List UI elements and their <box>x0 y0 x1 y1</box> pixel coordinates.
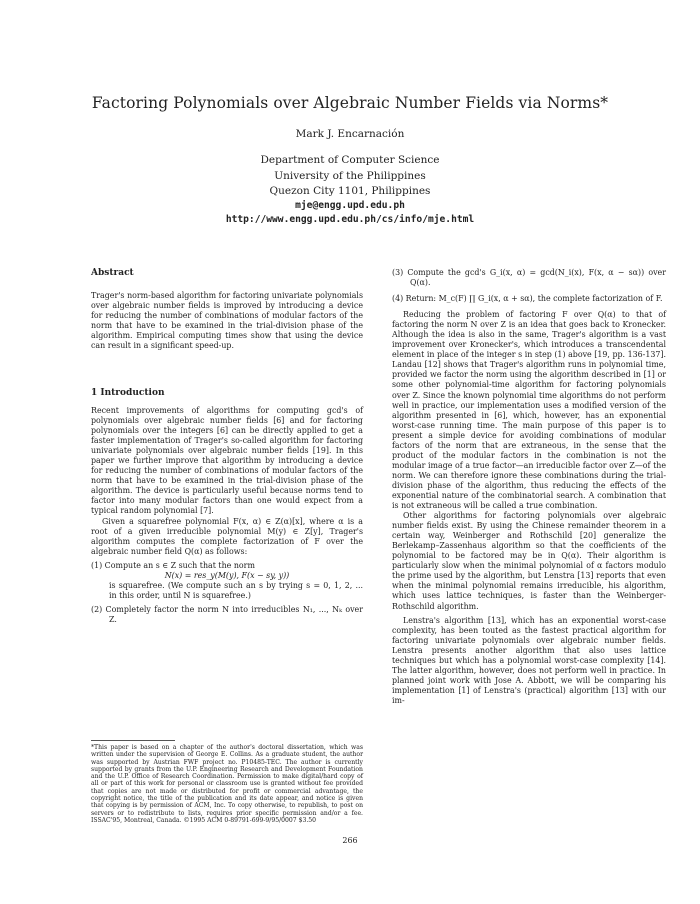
intro-paragraph-1: Recent improvements of algorithms for computing gcd's of polynomials over algebraic number fields [6] and for factoring polynomials over the integers [6] can be directly applied to get a faster implementation of Trager's so-called algorithm for factoring univariate polynomials over algebraic number fields [19]. In this paper we further improve that algorithm by introducing a device for reducing the number of combinations of modular factors of the norm that have to be examined in the trial-division phase of the algorithm. The device is particularly useful because norms tend to factor into many modular factors than one would expect from a typical random polynomial [7]. <box>91 406 363 516</box>
author-email: mje@engg.upd.edu.ph <box>295 200 405 211</box>
algorithm-step-1: (1) Compute an s ∈ Z such that the norm <box>91 560 255 570</box>
right-column <box>392 268 666 706</box>
algorithm-step-3: (3) Compute the gcd's G_i(x, α) = gcd(N_i(x), F(x, α − sα)) over Q(α). <box>392 268 666 288</box>
intro-section <box>91 388 363 398</box>
algorithm-step-4: (4) Return: M_c(F) ∏ G_i(x, α + sα), the complete factorization of F. <box>392 294 663 304</box>
affiliation-department: Department of Computer Science <box>260 154 440 166</box>
paper-title: Factoring Polynomials over Algebraic Number Fields via Norms* <box>91 94 609 112</box>
intro-heading: 1 Introduction <box>91 388 165 398</box>
abstract-section <box>91 268 363 278</box>
norm-equation: N(x) = res_y(M(y), F(x − sy, y)) <box>164 570 290 580</box>
footnote: *This paper is based on a chapter of the author's doctoral dissertation, which was written under the supervision of George E. Collins. As a graduate student, the author was supported by Austrian FWF project no. P10485-TEC. The author is currently supported by grants from the U.P. Engineering Research and Development Foundation and the U.P. Office of Research Coordination. Permission to make digital/hard copy of all or part of this work for personal or classroom use is granted without fee provided that copies are not made or distributed for profit or commercial advantage, the copyright notice, the title of the publication and its date appear, and notice is given that copying is by permission of ACM, Inc. To copy otherwise, to republish, to post on servers or to redistribute to lists, requires prior specific permission and/or a fee. ISSAC'95, Montreal, Canada. ©1995 ACM 0-89791-699-9/95/0007 $3.50 <box>91 744 363 824</box>
right-paragraph-1: Reducing the problem of factoring F over Q(α) to that of factoring the norm N over Z is an idea that goes back to Kronecker. Although the idea is also in the same, Trager's algorithm is a vast improvement over Kronecker's, which introduces a transcendental element in place of the integer s in step (1) above [19, pp. 136-137]. Landau [12] shows that Trager's algorithm runs in polynomial time, provided we factor the norm using the algorithm described in [1] or some other polynomial-time algorithm for factoring polynomials over Z. Since the known polynomial time algorithms do not perform well in practice, our implementation uses a modified version of the algorithm presented in [6], which, however, has an exponential worst-case running time. The main purpose of this paper is to present a simple device for avoiding combinations of modular factors of the norm that are extraneous, in the sense that the product of the modular factors in the combination is not the modular image of a true factor—an irreducible factor over Z—of the norm. We can therefore ignore these combinations during the trial-division phase of the algorithm, thus reducing the effects of the exponential nature of the combinatorial search. A combination that is not extraneous will be called a true combination. <box>392 310 666 511</box>
abstract-body <box>91 291 363 351</box>
page-number: 266 <box>342 836 358 845</box>
author-url: http://www.engg.upd.edu.ph/cs/info/mje.html <box>225 214 475 225</box>
abstract-heading: Abstract <box>91 268 134 278</box>
author-name: Mark J. Encarnación <box>295 128 405 140</box>
algorithm-step-1-note: is squarefree. (We compute such an s by trying s = 0, 1, 2, ... in this order, until N is squarefree.) <box>109 580 363 600</box>
affiliation-university: University of the Philippines <box>274 170 426 182</box>
intro-paragraph-2: Given a squarefree polynomial F(x, α) ∈ Z(α)[x], where α is a root of a given irreducible polynomial M(y) ∈ Z[y], Trager's algorithm computes the complete factorization of F over the algebraic number field Q(α) as follows: <box>91 516 363 556</box>
affiliation-city: Quezon City 1101, Philippines <box>269 185 431 197</box>
right-paragraph-3: Lenstra's algorithm [13], which has an exponential worst-case complexity, has been touted as the fastest practical algorithm for factoring univariate polynomials over algebraic number fields. Lenstra presents another algorithm that also uses lattice techniques but which has a polynomial worst-case complexity [14]. The latter algorithm, however, does not perform well in practice. In planned joint work with Jose A. Abbott, we will be comparing his implementation [1] of Lenstra's (practical) algorithm [13] with our im- <box>392 615 666 705</box>
algorithm-step-2: (2) Completely factor the norm N into irreducibles N₁, ..., Nₖ over Z. <box>91 604 363 624</box>
footnote-rule <box>91 740 175 741</box>
intro-body <box>91 406 363 625</box>
right-paragraph-2: Other algorithms for factoring polynomials over algebraic number fields exist. By using the Chinese remainder theorem in a certain way, Weinberger and Rothschild [20] generalize the Berlekamp–Zassenhaus algorithm so that the coefficients of the polynomial to be factored may be in Q(α). Their algorithm is particularly slow when the minimal polynomial of α factors modulo the prime used by the algorithm, but Lenstra [13] reports that even when the minimal polynomial remains irreducible, his algorithm, which uses lattice techniques, is faster than the Weinberger-Rothschild algorithm. <box>392 511 666 611</box>
abstract-text: Trager's norm-based algorithm for factoring univariate polynomials over algebraic number fields is improved by introducing a device for reducing the number of combinations of modular factors of the norm that have to be examined in the trial-division phase of the algorithm. Empirical computing times show that using the device can result in a significant speed-up. <box>91 291 363 351</box>
